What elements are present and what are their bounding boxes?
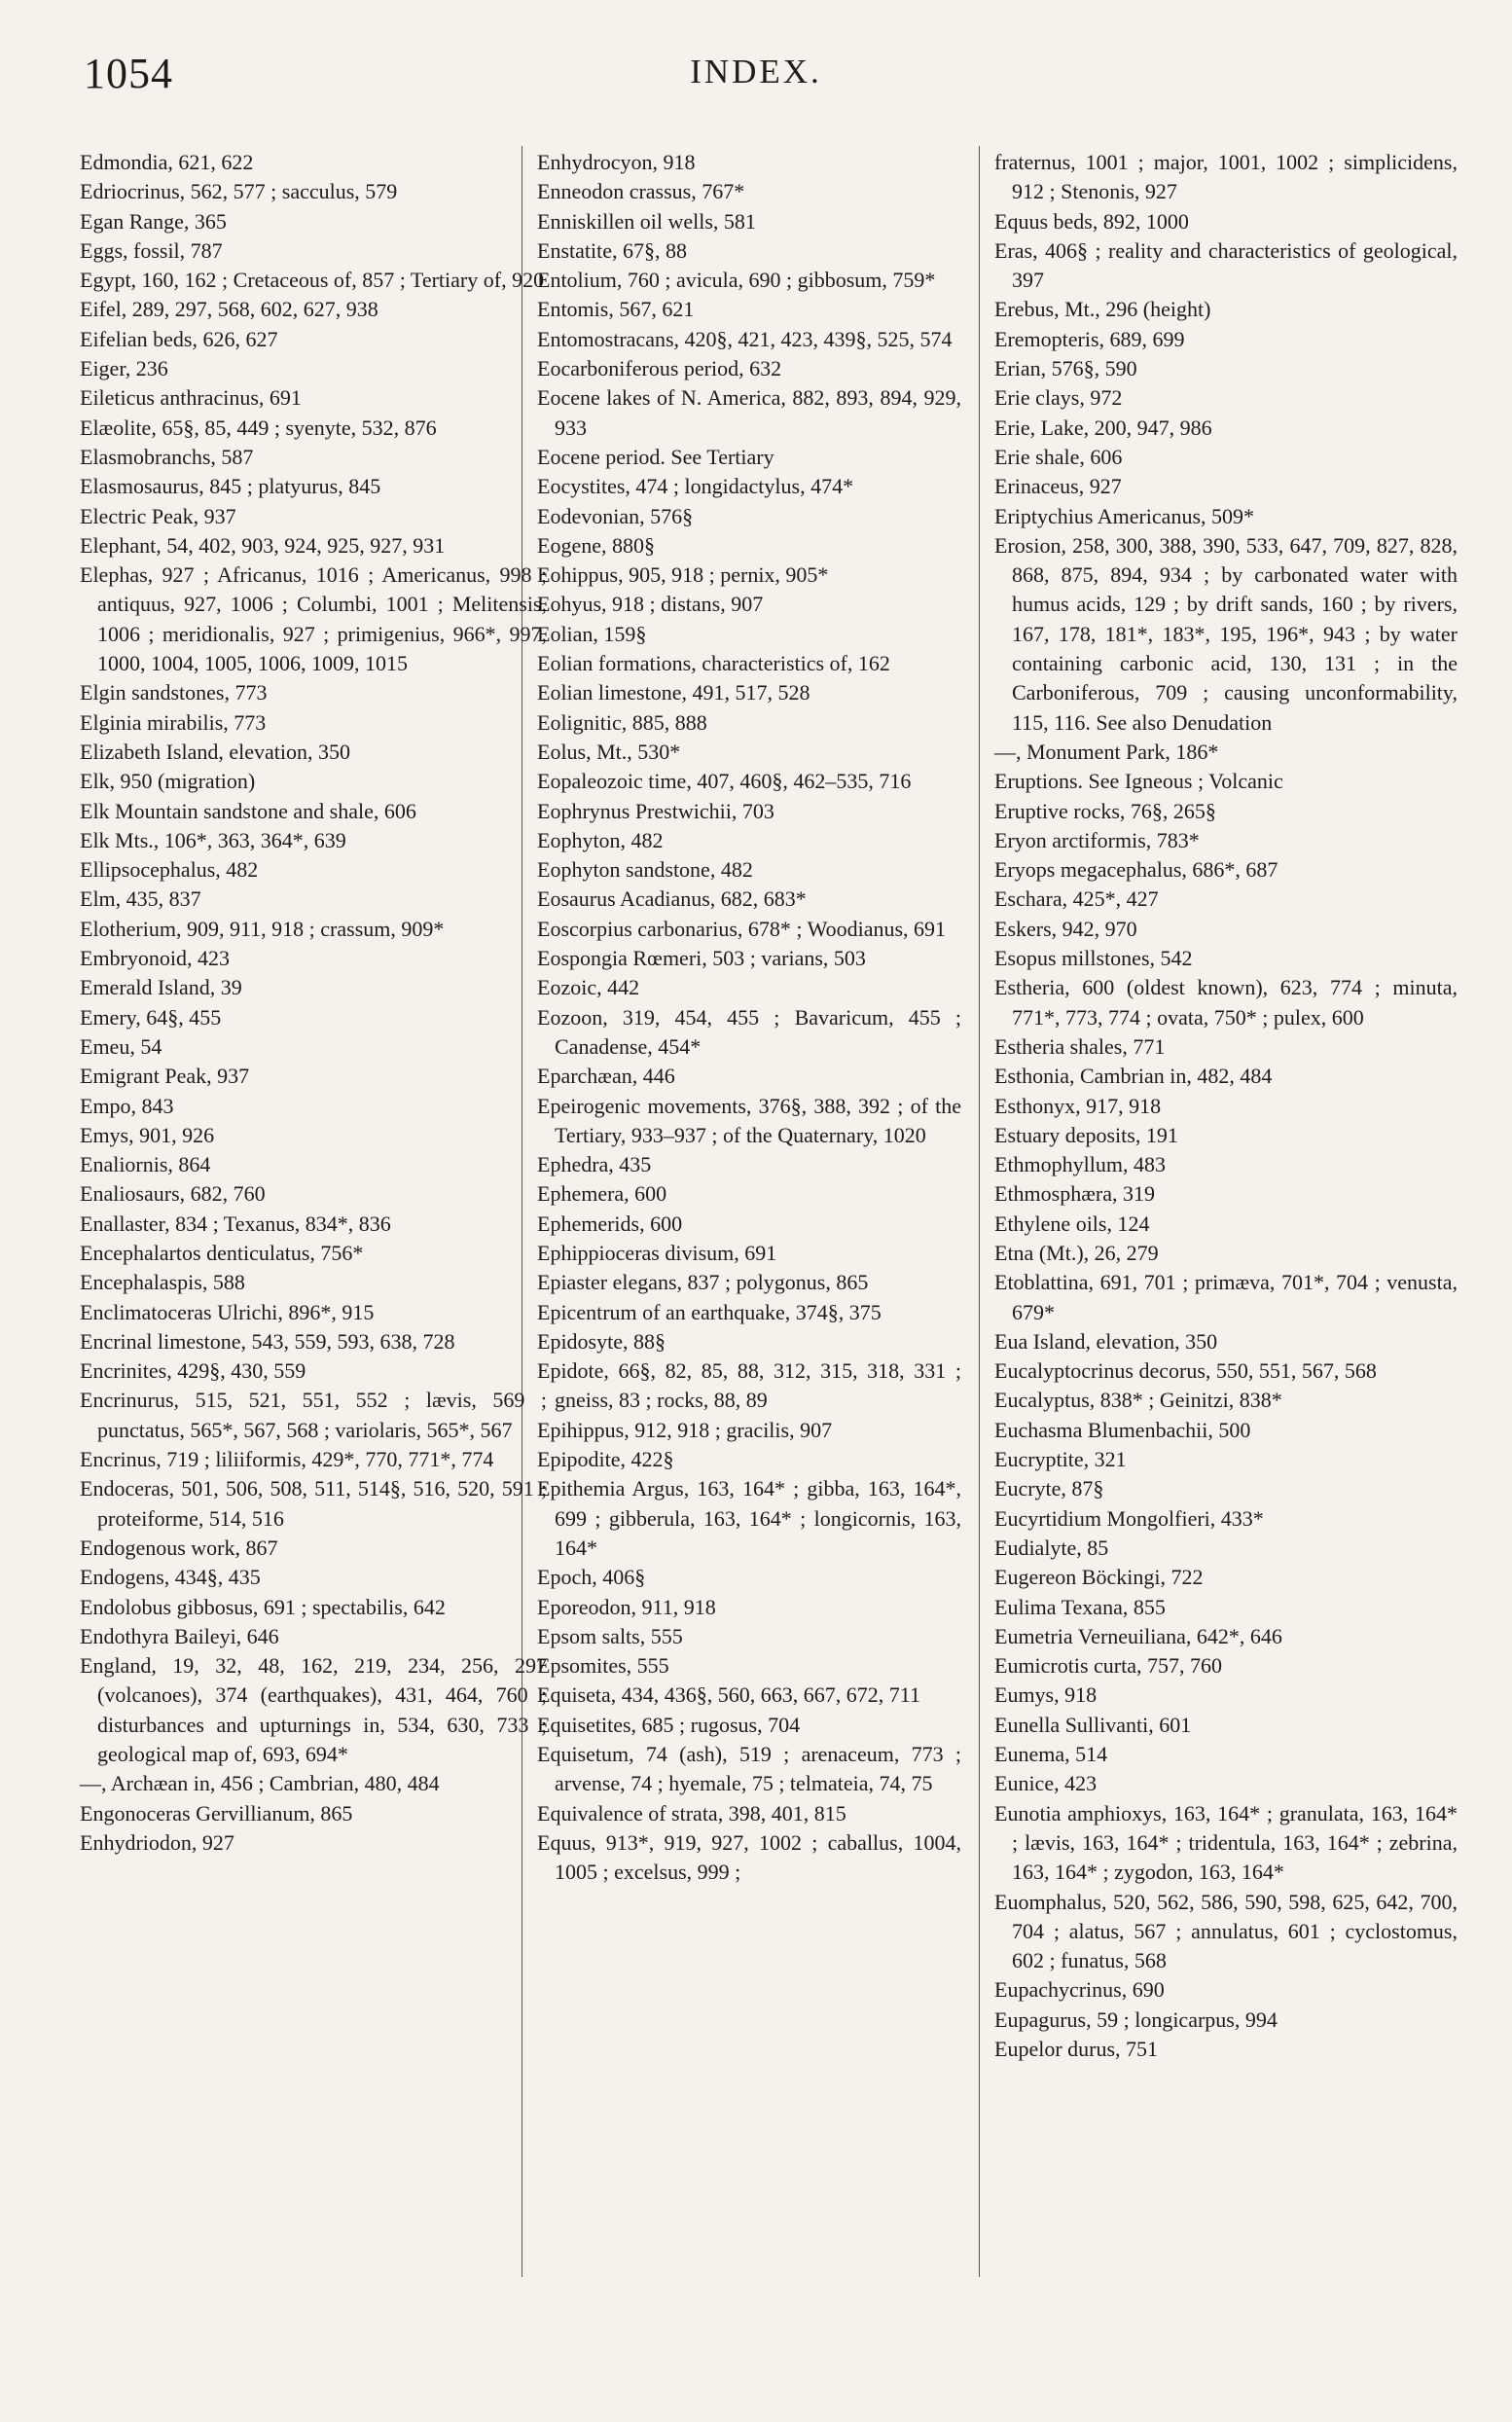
index-entry: Eriptychius Americanus, 509* [994,503,1255,528]
index-entry: Eparchæan, 446 [537,1064,675,1089]
index-entry: Eospongia Rœmeri, 503 ; varians, 503 [537,946,866,971]
running-head: INDEX. [690,53,822,90]
index-entry: Elephas, 927 ; Africanus, 1016 ; Americanus, 998 ; antiquus, 927, 1006 ; Columbi, 1001 ; Melitensis, 1006 ; meridionalis, 927 ; primigenius, 966*, 997, 1000, 1004, 1005, 1006, 1009, 1015 [80,562,547,676]
index-entry: Eschara, 425*, 427 [994,886,1159,912]
index-entry: Epsom salts, 555 [537,1623,683,1648]
index-entry: Equiseta, 434, 436§, 560, 663, 667, 672, 711 [537,1682,920,1708]
index-entry: Ephemera, 600 [537,1181,667,1207]
index-entry: Eua Island, elevation, 350 [994,1328,1218,1354]
index-entry: Eulima Texana, 855 [994,1594,1166,1619]
index-entry: Eolian, 159§ [537,621,647,646]
index-entry: Epiaster elegans, 837 ; polygonus, 865 [537,1270,869,1295]
index-entry: Encrinal limestone, 543, 559, 593, 638, 728 [80,1328,455,1354]
index-entry: Eruptive rocks, 76§, 265§ [994,798,1216,823]
index-entry: Elephant, 54, 402, 903, 924, 925, 927, 931 [80,532,446,558]
index-entry: Epithemia Argus, 163, 164* ; gibba, 163, 164*, 699 ; gibberula, 163, 164* ; longicornis, 163, 164* [537,1476,961,1560]
index-entry: Eolian formations, characteristics of, 162 [537,651,890,676]
index-entry: Euchasma Blumenbachii, 500 [994,1417,1251,1442]
index-entry: Entomis, 567, 621 [537,297,695,322]
index-entry: Ethmophyllum, 483 [994,1152,1166,1177]
index-entry: Endogens, 434§, 435 [80,1565,261,1590]
index-entry: Etoblattina, 691, 701 ; primæva, 701*, 704 ; venusta, 679* [994,1270,1458,1324]
index-entry: Entolium, 760 ; avicula, 690 ; gibbosum, 759* [537,268,936,293]
index-entry: Equivalence of strata, 398, 401, 815 [537,1800,846,1826]
index-entry: Emeu, 54 [80,1033,162,1059]
index-entry: Equisetum, 74 (ash), 519 ; arenaceum, 773 ; arvense, 74 ; hyemale, 75 ; telmateia, 74, 75 [537,1742,961,1796]
index-entry: Epihippus, 912, 918 ; gracilis, 907 [537,1417,833,1442]
index-entry: Encrinurus, 515, 521, 551, 552 ; lævis, 569 ; punctatus, 565*, 567, 568 ; variolaris, 565*, 567 [80,1388,547,1442]
index-entry: Eumicrotis curta, 757, 760 [994,1653,1223,1679]
index-entry: Erie shale, 606 [994,444,1123,469]
index-entry: Eileticus anthracinus, 691 [80,385,302,411]
index-entry: Equus beds, 892, 1000 [994,208,1189,234]
index-entry: Eifelian beds, 626, 627 [80,326,278,351]
index-entry: Eunema, 514 [994,1742,1108,1767]
index-entry: Eodevonian, 576§ [537,503,694,528]
index-entry: Epidote, 66§, 82, 85, 88, 312, 315, 318, 331 ; gneiss, 83 ; rocks, 88, 89 [537,1358,961,1413]
index-column-1 [80,148,547,1858]
index-entry: Electric Peak, 937 [80,503,236,528]
index-entry: Erebus, Mt., 296 (height) [994,297,1211,322]
index-entry: Eoscorpius carbonarius, 678* ; Woodianus, 691 [537,916,947,941]
index-entry: Eggs, fossil, 787 [80,237,223,263]
index-entry: Eocene lakes of N. America, 882, 893, 894, 929, 933 [537,385,961,440]
index-entry: Eunice, 423 [994,1771,1098,1796]
index-entry: Enstatite, 67§, 88 [537,237,687,263]
index-entry: Eocystites, 474 ; longidactylus, 474* [537,474,854,499]
index-entry: Elotherium, 909, 911, 918 ; crassum, 909* [80,916,445,941]
index-entry: Eocarboniferous period, 632 [537,356,782,381]
index-entry: Epsomites, 555 [537,1653,669,1679]
index-entry: Endothyra Baileyi, 646 [80,1623,279,1648]
index-entry: Eupelor durus, 751 [994,2037,1159,2061]
index-entry: Encephalaspis, 588 [80,1270,245,1295]
index-entry: Esopus millstones, 542 [994,946,1193,971]
index-entry: Elgin sandstones, 773 [80,680,268,705]
index-entry: Elk, 950 (migration) [80,769,256,794]
index-entry: Eryops megacephalus, 686*, 687 [994,857,1278,883]
index-entry: Eopaleozoic time, 407, 460§, 462–535, 716 [537,769,912,794]
index-entry: Enclimatoceras Ulrichi, 896*, 915 [80,1299,375,1324]
index-entry: Erosion, 258, 300, 388, 390, 533, 647, 709, 827, 828, 868, 875, 894, 934 ; by carbonated water with humus acids, 129 ; by drift sands, 160 ; by rivers, 167, 178, 181*, 183*, 195, 196*, 943 ; by water containing carbonic acid, 130, 131 ; in the Carboniferous, 709 ; causing unconformability, 115, 116. See also Denudation [994,532,1458,735]
index-entry: Estheria shales, 771 [994,1033,1166,1059]
index-entry: Eremopteris, 689, 699 [994,326,1185,351]
index-entry: Eophyton sandstone, 482 [537,857,753,883]
index-entry: Epoch, 406§ [537,1565,646,1590]
index-entry: Enhydriodon, 927 [80,1829,234,1855]
index-entry: Eumetria Verneuiliana, 642*, 646 [994,1623,1282,1648]
index-entry: Eumys, 918 [994,1682,1098,1708]
index-entry: Edriocrinus, 562, 577 ; sacculus, 579 [80,179,398,204]
index-entry: Esthonia, Cambrian in, 482, 484 [994,1064,1273,1089]
index-entry: Eosaurus Acadianus, 682, 683* [537,886,807,912]
index-entry: Ethmosphæra, 319 [994,1181,1155,1207]
index-entry: Epeirogenic movements, 376§, 388, 392 ; of the Tertiary, 933–937 ; of the Quaternary, 1020 [537,1093,961,1147]
index-entry: Eohippus, 905, 918 ; pernix, 905* [537,562,829,588]
index-entry: Eruptions. See Igneous ; Volcanic [994,769,1283,794]
index-entry: Erie clays, 972 [994,385,1123,411]
index-entry: Edmondia, 621, 622 [80,150,254,174]
index-entry: Esthonyx, 917, 918 [994,1093,1162,1118]
index-entry: Enniskillen oil wells, 581 [537,208,756,234]
index-entry: Estuary deposits, 191 [994,1122,1178,1147]
index-entry: Elm, 435, 837 [80,886,201,912]
index-entry: Elk Mountain sandstone and shale, 606 [80,798,416,823]
index-entry: Enallaster, 834 ; Texanus, 834*, 836 [80,1211,391,1236]
index-entry: Erinaceus, 927 [994,474,1122,499]
index-entry: Eunotia amphioxys, 163, 164* ; granulata, 163, 164* ; lævis, 163, 164* ; tridentula, 163, 164* ; zebrina, 163, 164* ; zygodon, 163, 164* [994,1800,1458,1885]
index-entry: Elginia mirabilis, 773 [80,709,267,735]
index-entry: Eskers, 942, 970 [994,916,1137,941]
index-entry: Epicentrum of an earthquake, 374§, 375 [537,1299,882,1324]
index-entry: Eophrynus Prestwichii, 703 [537,798,774,823]
index-entry: Eogene, 880§ [537,532,655,558]
index-entry: Endolobus gibbosus, 691 ; spectabilis, 642 [80,1594,446,1619]
index-entry: —, Archæan in, 456 ; Cambrian, 480, 484 [80,1771,440,1796]
index-entry: Eupagurus, 59 ; longicarpus, 994 [994,2006,1278,2032]
index-entry: Eolignitic, 885, 888 [537,709,707,735]
index-entry: Embryonoid, 423 [80,946,230,971]
index-entry: Eudialyte, 85 [994,1535,1109,1560]
index-entry: Entomostracans, 420§, 421, 423, 439§, 525, 574 [537,326,953,351]
index-entry: Eozoon, 319, 454, 455 ; Bavaricum, 455 ; Canadense, 454* [537,1004,961,1059]
index-entry: Erie, Lake, 200, 947, 986 [994,415,1212,440]
index-entry: Epipodite, 422§ [537,1447,674,1472]
index-entry: Etna (Mt.), 26, 279 [994,1240,1159,1265]
index-entry: Empo, 843 [80,1093,174,1118]
index-entry: Enhydrocyon, 918 [537,150,696,174]
index-entry: Eucyrtidium Mongolfieri, 433* [994,1505,1264,1531]
index-entry: Elasmobranchs, 587 [80,444,254,469]
index-entry: Enaliosaurs, 682, 760 [80,1181,266,1207]
index-entry: Ephemerids, 600 [537,1211,683,1236]
index-entry: Enneodon crassus, 767* [537,179,745,204]
index-entry: Eifel, 289, 297, 568, 602, 627, 938 [80,297,378,322]
index-entry: Egan Range, 365 [80,208,227,234]
index-entry: Eupachycrinus, 690 [994,1977,1165,2003]
index-column-3 [994,148,1458,2064]
index-entry: Equisetites, 685 ; rugosus, 704 [537,1712,801,1737]
page-header [0,49,1512,107]
index-entry: Emys, 901, 926 [80,1122,215,1147]
index-entry: Elasmosaurus, 845 ; platyurus, 845 [80,474,381,499]
index-entry: Ephippioceras divisum, 691 [537,1240,777,1265]
index-entry: Encrinites, 429§, 430, 559 [80,1358,306,1384]
index-entry: Eras, 406§ ; reality and characteristics of geological, 397 [994,237,1458,293]
index-entry: Eozoic, 442 [537,975,640,1000]
index-entry: Emery, 64§, 455 [80,1004,222,1030]
index-column-2 [537,148,961,1888]
page-number: 1054 [84,50,173,97]
index-entry: Eucryte, 87§ [994,1476,1104,1501]
index-entry: Elizabeth Island, elevation, 350 [80,739,350,764]
index-entry: Ephedra, 435 [537,1152,652,1177]
index-entry: Eucalyptus, 838* ; Geinitzi, 838* [994,1388,1282,1413]
index-entry: —, Monument Park, 186* [994,739,1219,764]
index-entry: England, 19, 32, 48, 162, 219, 234, 256, 297 (volcanoes), 374 (earthquakes), 431, 464, 760 ; disturbances and upturnings in, 534, 630, 733 ; geological map of, 693, 694* [80,1653,547,1767]
index-entry: Epidosyte, 88§ [537,1328,666,1354]
index-entry: Eugereon Böckingi, 722 [994,1565,1204,1590]
index-entry: Encrinus, 719 ; liliiformis, 429*, 770, 771*, 774 [80,1447,494,1472]
index-entry: Elæolite, 65§, 85, 449 ; syenyte, 532, 876 [80,415,437,440]
index-entry: Eiger, 236 [80,356,168,381]
index-entry: Estheria, 600 (oldest known), 623, 774 ; minuta, 771*, 773, 774 ; ovata, 750* ; pulex, 600 [994,975,1458,1030]
index-entry: Encephalartos denticulatus, 756* [80,1240,364,1265]
index-entry: Emigrant Peak, 937 [80,1064,250,1089]
index-entry: Eryon arctiformis, 783* [994,827,1200,852]
index-entry: Eolian limestone, 491, 517, 528 [537,680,810,705]
index-entry: Endogenous work, 867 [80,1535,278,1560]
index-entry: Elk Mts., 106*, 363, 364*, 639 [80,827,346,852]
index-entry: Euomphalus, 520, 562, 586, 590, 598, 625, 642, 700, 704 ; alatus, 567 ; annulatus, 601 ; cyclostomus, 602 ; funatus, 568 [994,1889,1458,1973]
index-entry: Egypt, 160, 162 ; Cretaceous of, 857 ; Tertiary of, 920 [80,268,545,293]
index-entry: Endoceras, 501, 506, 508, 511, 514§, 516, 520, 591 ; proteiforme, 514, 516 [80,1476,547,1531]
index-entry: Equus, 913*, 919, 927, 1002 ; caballus, 1004, 1005 ; excelsus, 999 ; [537,1829,961,1885]
index-entry: Eucryptite, 321 [994,1447,1127,1472]
index-entry: Eocene period. See Tertiary [537,444,774,469]
index-entry: Eunella Sullivanti, 601 [994,1712,1192,1737]
index-entry: Engonoceras Gervillianum, 865 [80,1800,353,1826]
index-entry: Eucalyptocrinus decorus, 550, 551, 567, 568 [994,1358,1377,1384]
column-divider [979,146,980,2277]
index-entry: Emerald Island, 39 [80,975,242,1000]
index-entry: Enaliornis, 864 [80,1152,211,1177]
index-entry: Ethylene oils, 124 [994,1211,1150,1236]
index-entry: Eolus, Mt., 530* [537,739,681,764]
index-entry: Eophyton, 482 [537,827,664,852]
index-entry: fraternus, 1001 ; major, 1001, 1002 ; simplicidens, 912 ; Stenonis, 927 [994,150,1458,204]
index-entry: Erian, 576§, 590 [994,356,1137,381]
index-entry: Eohyus, 918 ; distans, 907 [537,592,764,617]
index-entry: Eporeodon, 911, 918 [537,1594,716,1619]
index-entry: Ellipsocephalus, 482 [80,857,259,883]
